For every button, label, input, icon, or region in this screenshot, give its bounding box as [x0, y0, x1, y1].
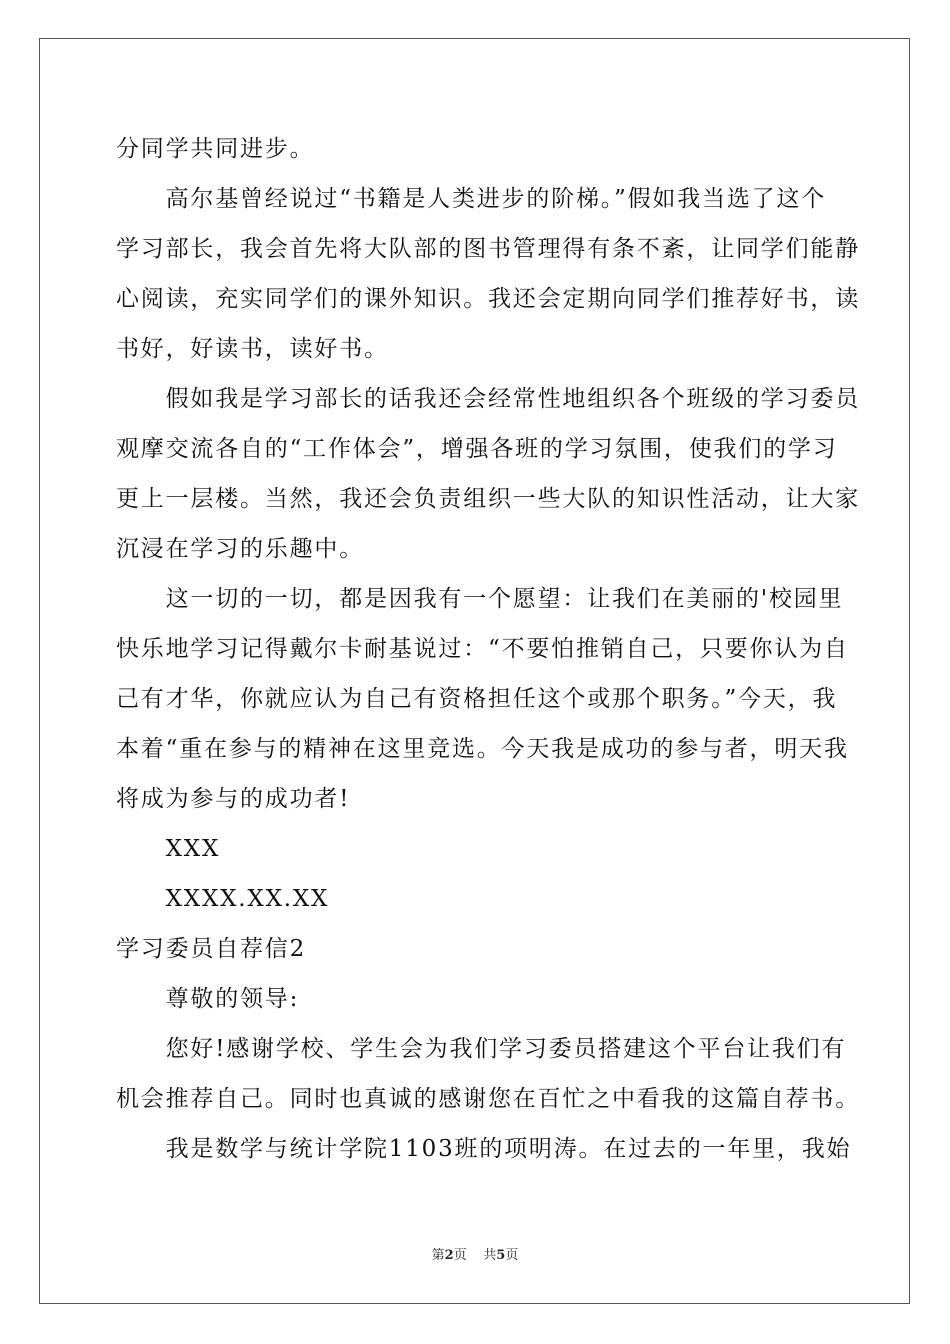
- text-line: 己有才华，你就应认为自己有资格担任这个或那个职务。”今天，我: [116, 686, 838, 712]
- text-line: 假如我是学习部长的话我还会经常性地组织各个班级的学习委员: [116, 386, 860, 412]
- total-prefix: 共: [483, 1248, 497, 1263]
- text-line: 快乐地学习记得戴尔卡耐基说过：“不要怕推销自己，只要你认为自: [116, 636, 849, 662]
- page-prefix: 第: [431, 1248, 445, 1263]
- text-line: 书好，好读书，读好书。: [116, 336, 389, 362]
- signature-name: XXX: [116, 836, 221, 862]
- text-line: 观摩交流各自的“工作体会”，增强各班的学习氛围，使我们的学习: [116, 436, 838, 462]
- text-line: 学习部长，我会首先将大队部的图书管理得有条不紊，让同学们能静: [116, 236, 860, 262]
- text-line: 沉浸在学习的乐趣中。: [116, 536, 364, 562]
- text-line: 分同学共同进步。: [116, 136, 315, 162]
- page-border: [39, 38, 910, 1304]
- text-line: 心阅读，充实同学们的课外知识。我还会定期向同学们推荐好书，读: [116, 286, 860, 312]
- text-line: 本着“重在参与的精神在这里竞选。今天我是成功的参与者，明天我: [116, 736, 849, 762]
- page-current: 2: [444, 1248, 454, 1263]
- salutation: 尊敬的领导:: [116, 986, 300, 1012]
- text-line: 我是数学与统计学院1103班的项明涛。在过去的一年里，我始: [116, 1136, 852, 1162]
- signature-date: XXXX.XX.XX: [116, 886, 330, 912]
- total-suffix: 页: [505, 1248, 519, 1263]
- text-line: 机会推荐自己。同时也真诚的感谢您在百忙之中看我的这篇自荐书。: [116, 1086, 860, 1112]
- page-total: 5: [496, 1248, 506, 1263]
- page-footer: [0, 1247, 950, 1265]
- section-heading: 学习委员自荐信2: [116, 936, 307, 962]
- text-line: 高尔基曾经说过“书籍是人类进步的阶梯。”假如我当选了这个: [116, 186, 827, 212]
- page-suffix: 页: [453, 1248, 467, 1263]
- text-line: 将成为参与的成功者!: [116, 786, 351, 812]
- text-line: 更上一层楼。当然，我还会负责组织一些大队的知识性活动，让大家: [116, 486, 860, 512]
- text-line: 这一切的一切，都是因我有一个愿望：让我们在美丽的'校园里: [116, 586, 844, 612]
- text-line: 您好!感谢学校、学生会为我们学习委员搭建这个平台让我们有: [116, 1036, 847, 1062]
